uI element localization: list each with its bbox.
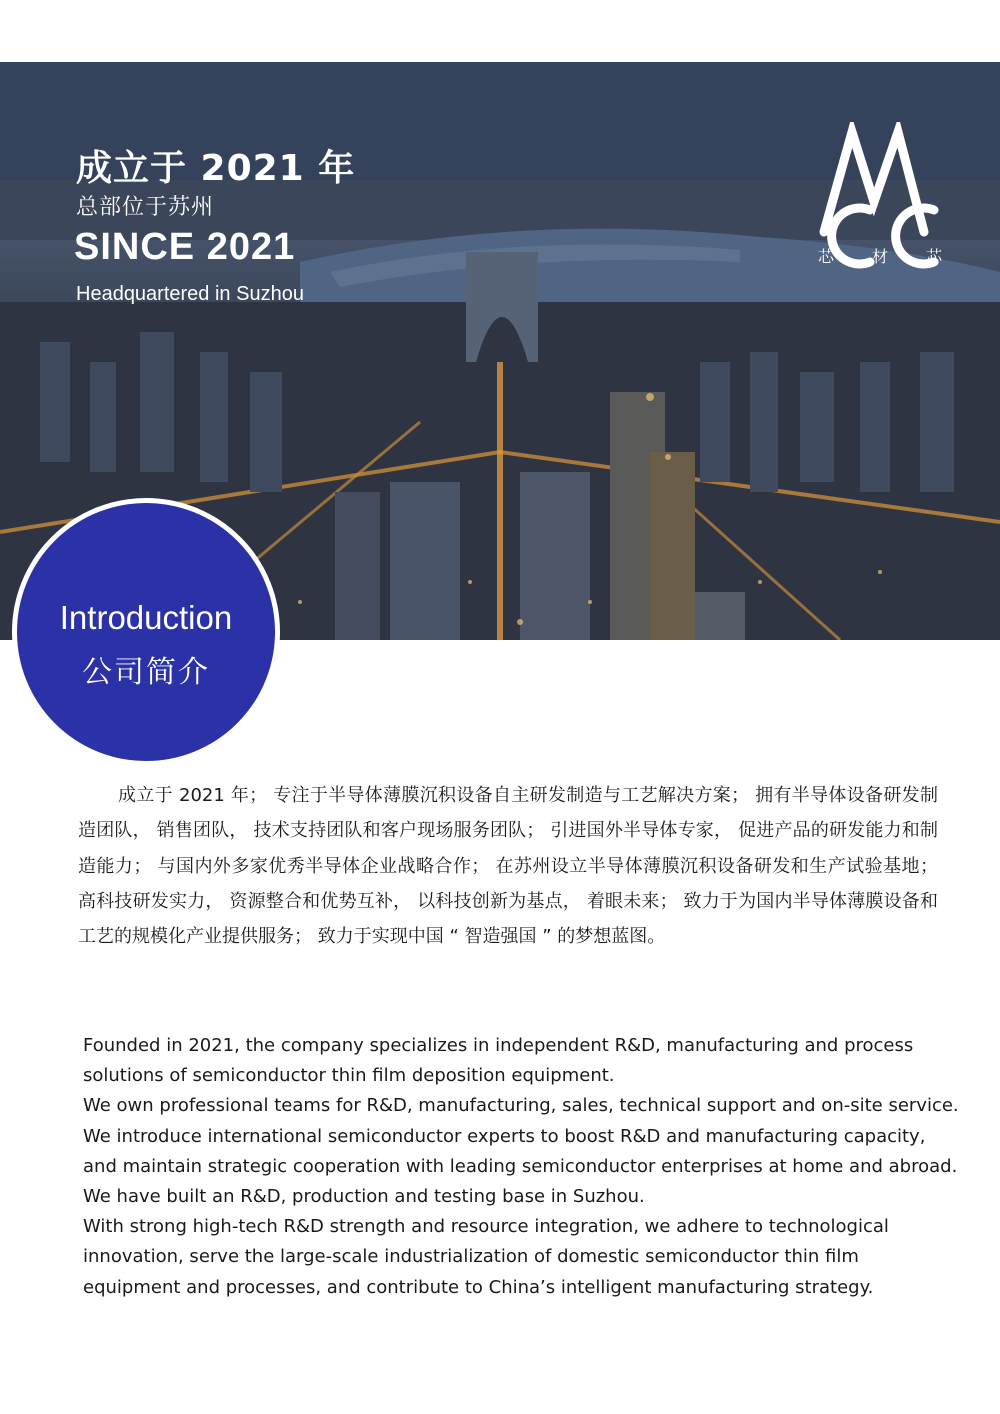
intro-line-en: and maintain strategic cooperation with leading semiconductor enterprises at home and abroad. — [83, 1155, 958, 1177]
hero-title-cn: 成立于 2021 年 — [76, 148, 356, 189]
logo-wordmark — [818, 244, 942, 267]
intro-line-en: Founded in 2021, the company specializes in independent R&D, manufacturing and process — [83, 1035, 914, 1056]
introduction-badge — [12, 498, 280, 766]
hero-subtitle-en: Headquartered in Suzhou — [76, 283, 304, 305]
intro-line-en: equipment and processes, and contribute to China’s intelligent manufacturing strategy. — [83, 1276, 874, 1298]
intro-line-en: solutions of semiconductor thin film deposition equipment. — [83, 1065, 615, 1087]
badge-title-cn: 公司简介 — [82, 655, 210, 690]
intro-line-en: We own professional teams for R&D, manufacturing, sales, technical support and on-site service. — [83, 1095, 959, 1117]
logo-char: 芯 — [818, 247, 835, 266]
logo-char: 材 — [871, 247, 888, 266]
intro-line-en: We have built an R&D, production and testing base in Suzhou. — [83, 1186, 645, 1208]
intro-line-en: innovation, serve the large-scale industrialization of domestic semiconductor thin film — [83, 1246, 859, 1268]
badge-title-en: Introduction — [59, 599, 233, 636]
hero-title-en: SINCE 2021 — [74, 226, 296, 268]
hero-subtitle-cn: 总部位于苏州 — [76, 195, 215, 220]
logo-char: 芯 — [925, 247, 942, 266]
intro-paragraph-en — [83, 1031, 963, 1303]
intro-line-en: With strong high-tech R&D strength and resource integration, we adhere to technological — [83, 1216, 889, 1238]
intro-paragraph-cn: 成立于 2021 年； 专注于半导体薄膜沉积设备自主研发制造与工艺解决方案； 拥有半导体设备研发制造团队， 销售团队， 技术支持团队和客户现场服务团队； 引进国外半导体专家， 促进产品的研发能力和制造能力； 与国内外多家优秀半导体企业战略合作； 在苏州设立半导体薄膜沉积设备研发和生产试验基地； 高科技研发实力， 资源整合和优势互补， 以科技创新为基点， 着眼未来； 致力于为国内半导体薄膜设备和工艺的规模化产业提供服务； 致力于实现中国 “ 智造强国 ” 的梦想蓝图。 — [78, 785, 938, 948]
intro-line-en: We introduce international semiconductor experts to boost R&D and manufacturing capacity, — [83, 1125, 926, 1147]
